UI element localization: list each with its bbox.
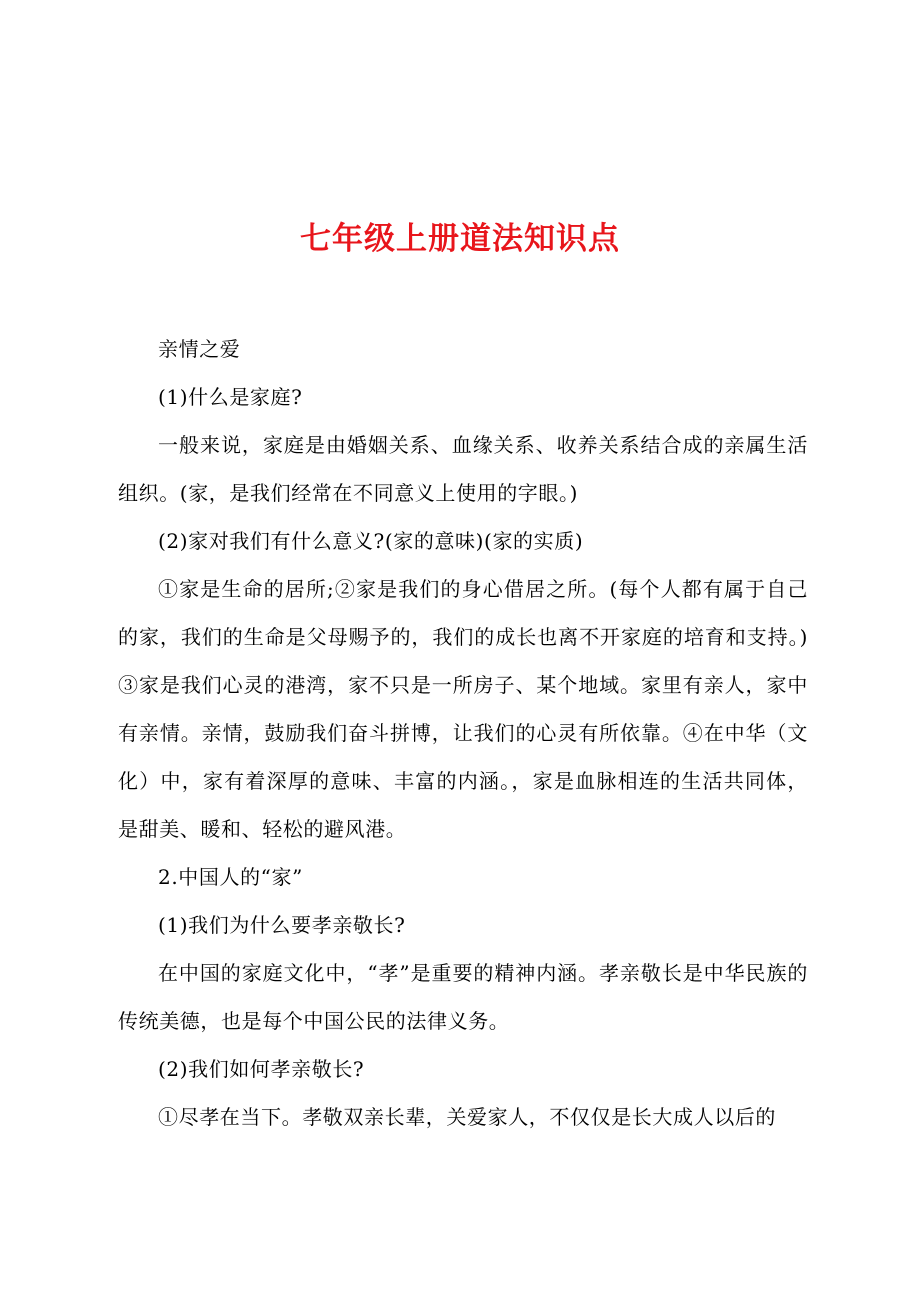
question-what-is-family: (1)什么是家庭? (158, 385, 303, 409)
answer-why-filial-piety: 在中国的家庭文化中，“孝”是重要的精神内涵。孝亲敬长是中华民族的传统美德，也是每个中国公民的法律义务。 (118, 961, 808, 1033)
answer-how-filial-piety: ①尽孝在当下。孝敬双亲长辈，关爱家人，不仅仅是长大成人以后的 (158, 1105, 776, 1129)
section-heading-family-love: 亲情之爱 (158, 337, 241, 361)
section-heading-chinese-family: 2.中国人的“家” (158, 865, 303, 889)
answer-meaning-of-family: ①家是生命的居所;②家是我们的身心借居之所。(每个人都有属于自己的家，我们的生命是父母赐予的，我们的成长也离不开家庭的培育和支持。)③家是我们心灵的港湾，家不只是一所房子、某个地域。家里有亲人，家中有亲情。亲情，鼓励我们奋斗拼博，让我们的心灵有所依靠。④在中华（文化）中，家有着深厚的意味、丰富的内涵。，家是血脉相连的生活共同体，是甜美、暖和、轻松的避风港。 (118, 577, 808, 841)
document-body (118, 325, 808, 1141)
document-title: 七年级上册道法知识点 (300, 220, 620, 257)
question-why-filial-piety: (1)我们为什么要孝亲敬长? (158, 913, 406, 937)
question-meaning-of-family: (2)家对我们有什么意义?(家的意味)(家的实质) (158, 529, 584, 553)
question-how-filial-piety: (2)我们如何孝亲敬长? (158, 1057, 365, 1081)
answer-family-definition: 一般来说，家庭是由婚姻关系、血缘关系、收养关系结合成的亲属生活组织。(家，是我们经常在不同意义上使用的字眼。) (118, 433, 808, 505)
